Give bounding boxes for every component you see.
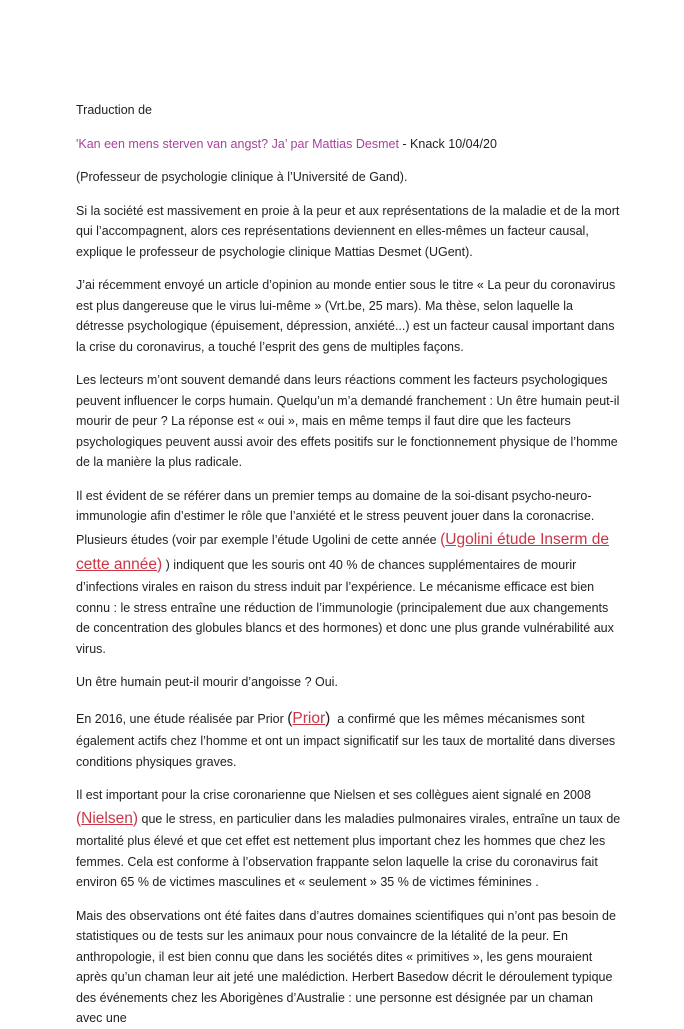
paragraph-text-segment: En 2016, une étude réalisée par Prior bbox=[76, 711, 288, 726]
paragraph-readers: Les lecteurs m’ont souvent demandé dans leurs réactions comment les facteurs psychologiques peuvent influencer le corps humain. Quelqu’un m’a demandé franchement : Un être humain peut-il mourir de peur ? La réponse est « oui », mais en même temps il faut dire que les facteurs psychologiques peuvent aussi avoir des effets positifs sur le fonctionnement physique de l’homme de la manière la plus radicale. bbox=[76, 373, 620, 469]
link-ugolini[interactable]: Ugolini étude Inserm de cette année bbox=[76, 530, 609, 573]
ugolini-close-paren: ) bbox=[157, 555, 163, 573]
title-source-text: - Knack 10/04/20 bbox=[398, 136, 497, 151]
prior-close-paren: ) bbox=[325, 709, 331, 727]
paragraph-text-segment: a confirmé que les mêmes mécanismes sont également actifs chez l’homme et ont un impact significatif sur les taux de mortalité dans diverses conditions physiques graves. bbox=[76, 711, 616, 769]
paragraph-die-of-fear-question: Un être humain peut-il mourir d’angoisse ? Oui. bbox=[76, 675, 338, 690]
prior-open-paren: ( bbox=[287, 709, 293, 727]
paragraph-psycho-neuro bbox=[76, 486, 622, 660]
author-line: (Professeur de psychologie clinique à l’Université de Gand). bbox=[76, 170, 408, 184]
ugolini-open-paren: ( bbox=[440, 530, 446, 548]
paragraph-opinion-article: J’ai récemment envoyé un article d’opinion au monde entier sous le titre « La peur du coronavirus est plus dangereuse que le virus lui-même » (Vrt.be, 25 mars). Ma thèse, selon laquelle la détresse psychologique (épuisement, dépression, anxiété...) est un facteur causal important dans la crise du coronavirus, a touché l’esprit des gens de multiples façons. bbox=[76, 278, 616, 354]
intro-line: Traduction de bbox=[76, 103, 152, 117]
paragraph-prior-study bbox=[76, 706, 622, 772]
title-accent-text: 'Kan een mens sterven van angst? Ja’ par Mattias Desmet bbox=[76, 136, 399, 151]
paragraph-text-segment: que le stress, en particulier dans les maladies pulmonaires virales, entraîne un taux de mortalité plus élevé et que cet effet est nettement plus important chez les hommes que chez les femmes. Cela est conforme à l’observation frappante selon laquelle la crise du coronavirus fait environ 65 % de victimes masculines et « seulement » 35 % de victimes féminines . bbox=[76, 811, 621, 890]
paragraph-text-segment: Il est évident de se référer dans un premier temps au domaine de la soi-disant psycho-neuro-immunologie afin d’estimer le rôle que l’anxiété et le stress peuvent jouer dans la coronacrise. Plusieurs études (voir par exemple l’étude Ugolini de cette année bbox=[76, 488, 595, 547]
link-nielsen[interactable]: Nielsen bbox=[81, 809, 133, 827]
nielsen-close-paren: ) bbox=[132, 809, 139, 827]
paragraph-text-segment: ) indiquent que les souris ont 40 % de chances supplémentaires de mourir d’infections virales en raison du stress induit par l’expérience. Le mécanisme efficace est bien connu : le stress entraîne une réduction de l’immunologie (principalement due aux changements de concentration des globules blancs et des hormones) et donc une plus grande vulnérabilité aux virus. bbox=[76, 557, 614, 656]
paragraph-nielsen-study bbox=[76, 785, 622, 892]
link-prior[interactable]: Prior bbox=[292, 709, 326, 727]
article-title bbox=[76, 134, 622, 155]
paragraph-society: Si la société est massivement en proie à la peur et aux représentations de la maladie et de la mort qui l’accompagnent, alors ces représentations deviennent en elles-mêmes un facteur causal, explique le professeur de psychologie clinique Mattias Desmet (UGent). bbox=[76, 203, 620, 259]
nielsen-open-paren: ( bbox=[76, 809, 82, 827]
paragraph-anthropology: Mais des observations ont été faites dans d’autres domaines scientifiques qui n’ont pas besoin de statistiques ou de tests sur les animaux pour nous convaincre de la létalité de la peur. En anthropologie, il est bien connu que dans les sociétés dites « primitives », les gens mouraient après qu’un chaman leur ait jeté une malédiction. Herbert Basedow décrit le déroulement typique des événements chez les Aborigènes d’Australie : une personne est désignée par un chaman avec une bbox=[76, 908, 616, 1026]
paragraph-text-segment: Il est important pour la crise coronarienne que Nielsen et ses collègues aient signalé en 2008 bbox=[76, 788, 591, 803]
